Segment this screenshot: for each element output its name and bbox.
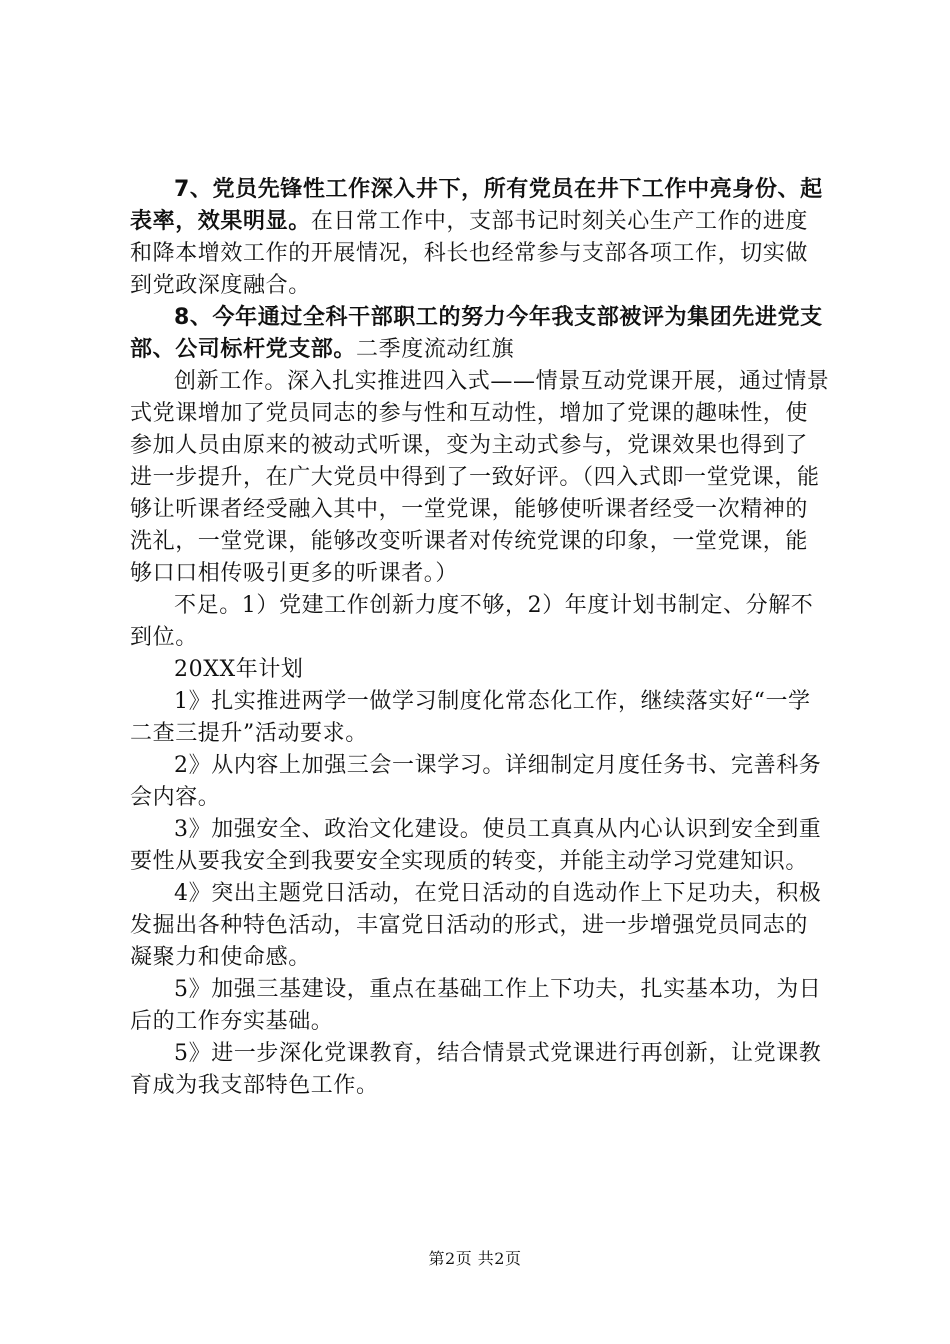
paragraph-text: 二季度流动红旗	[356, 337, 515, 362]
document-body	[130, 174, 830, 1102]
plan-item-2: 2》从内容上加强三会一课学习。详细制定月度任务书、完善科务会内容。	[130, 753, 822, 810]
plan-item-5b: 5》进一步深化党课教育，结合情景式党课进行再创新，让党课教育成为我支部特色工作。	[130, 1041, 822, 1098]
paragraph-item-7	[130, 174, 830, 302]
paragraph-lead-bold: 7、党员先锋性工作深入井下，所有党员在井下工作中亮身份、起表率，效果明显。	[130, 177, 823, 234]
page-number-footer: 第2页 共2页	[428, 1249, 522, 1268]
plan-item-3: 3》加强安全、政治文化建设。使员工真真从内心认识到安全到重要性从要我安全到我要安全实现质的转变，并能主动学习党建知识。	[130, 817, 822, 874]
plan-item-4: 4》突出主题党日活动，在党日活动的自选动作上下足功夫，积极发掘出各种特色活动，丰富党日活动的形式，进一步增强党员同志的凝聚力和使命感。	[130, 881, 822, 970]
paragraph-lead-bold: 8、今年通过全科干部职工的努力今年我支部被评为集团先进党支部、公司标杆党支部。	[130, 305, 823, 362]
paragraph-innovation: 创新工作。深入扎实推进四入式——情景互动党课开展，通过情景式党课增加了党员同志的参与性和互动性，增加了党课的趣味性，使参加人员由原来的被动式听课，变为主动式参与，党课效果也得到了进一步提升，在广大党员中得到了一致好评。（四入式即一堂党课，能够让听课者经受融入其中，一堂党课，能够使听课者经受一次精神的洗礼，一堂党课，能够改变听课者对传统党课的印象，一堂党课，能够口口相传吸引更多的听课者。）	[130, 369, 830, 586]
paragraph-item-8	[130, 302, 830, 366]
plan-heading: 20XX年计划	[174, 657, 304, 682]
paragraph-text: 在日常工作中，支部书记时刻关心生产工作的进度和降本增效工作的开展情况，科长也经常参与支部各项工作，切实做到党政深度融合。	[130, 209, 809, 298]
plan-item-5a: 5》加强三基建设，重点在基础工作上下功夫，扎实基本功，为日后的工作夯实基础。	[130, 977, 822, 1034]
plan-item-1: 1》扎实推进两学一做学习制度化常态化工作，继续落实好“一学二查三提升”活动要求。	[130, 689, 811, 746]
paragraph-shortcomings: 不足。1）党建工作创新力度不够，2）年度计划书制定、分解不到位。	[130, 593, 814, 650]
